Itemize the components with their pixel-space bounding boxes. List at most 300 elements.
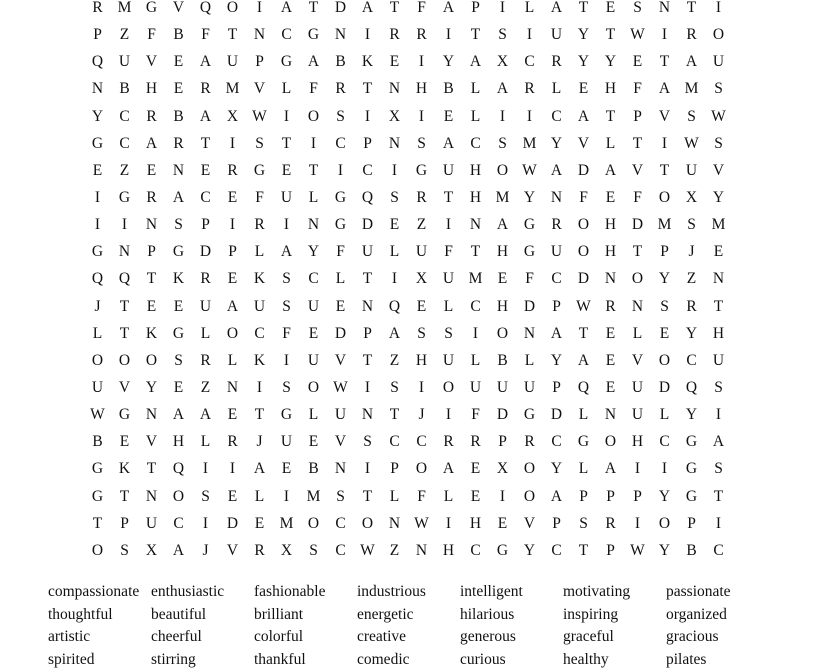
grid-letter[interactable]: O (219, 0, 246, 21)
grid-letter[interactable]: F (327, 238, 354, 265)
grid-letter[interactable]: P (354, 320, 381, 347)
grid-letter[interactable]: T (381, 0, 408, 21)
grid-letter[interactable]: L (651, 401, 678, 428)
grid-letter[interactable]: O (84, 537, 111, 564)
grid-letter[interactable]: R (543, 48, 570, 75)
grid-letter[interactable]: S (705, 75, 732, 102)
grid-letter[interactable]: R (516, 428, 543, 455)
grid-letter[interactable]: U (408, 238, 435, 265)
grid-letter[interactable]: Q (165, 455, 192, 482)
grid-letter[interactable]: V (219, 537, 246, 564)
grid-letter[interactable]: T (354, 75, 381, 102)
grid-letter[interactable]: T (570, 537, 597, 564)
grid-letter[interactable]: L (300, 184, 327, 211)
grid-letter[interactable]: H (624, 428, 651, 455)
grid-letter[interactable]: I (111, 211, 138, 238)
grid-letter[interactable]: O (219, 320, 246, 347)
grid-letter[interactable]: N (219, 374, 246, 401)
grid-letter[interactable]: G (327, 184, 354, 211)
grid-letter[interactable]: E (219, 265, 246, 292)
grid-letter[interactable]: S (489, 21, 516, 48)
grid-letter[interactable]: C (516, 48, 543, 75)
grid-letter[interactable]: W (516, 157, 543, 184)
grid-letter[interactable]: U (624, 374, 651, 401)
grid-letter[interactable]: C (246, 320, 273, 347)
grid-letter[interactable]: E (462, 483, 489, 510)
grid-letter[interactable]: T (246, 401, 273, 428)
grid-letter[interactable]: F (462, 401, 489, 428)
grid-letter[interactable]: J (84, 293, 111, 320)
grid-letter[interactable]: N (462, 211, 489, 238)
grid-letter[interactable]: T (354, 265, 381, 292)
grid-letter[interactable]: C (327, 537, 354, 564)
grid-letter[interactable]: O (489, 157, 516, 184)
grid-letter[interactable]: I (354, 21, 381, 48)
grid-letter[interactable]: R (678, 293, 705, 320)
grid-letter[interactable]: A (489, 75, 516, 102)
grid-letter[interactable]: T (678, 0, 705, 21)
grid-letter[interactable]: G (273, 401, 300, 428)
grid-letter[interactable]: I (246, 0, 273, 21)
grid-letter[interactable]: U (354, 238, 381, 265)
grid-letter[interactable]: K (111, 455, 138, 482)
grid-letter[interactable]: M (273, 510, 300, 537)
grid-letter[interactable]: I (705, 0, 732, 21)
grid-letter[interactable]: P (597, 483, 624, 510)
grid-letter[interactable]: U (435, 265, 462, 292)
grid-letter[interactable]: A (543, 320, 570, 347)
grid-letter[interactable]: U (300, 347, 327, 374)
grid-letter[interactable]: O (570, 238, 597, 265)
grid-letter[interactable]: N (84, 75, 111, 102)
grid-letter[interactable]: A (705, 428, 732, 455)
grid-letter[interactable]: W (624, 21, 651, 48)
grid-letter[interactable]: C (381, 428, 408, 455)
grid-letter[interactable]: H (705, 320, 732, 347)
grid-letter[interactable]: G (516, 211, 543, 238)
grid-letter[interactable]: S (354, 428, 381, 455)
grid-letter[interactable]: P (462, 0, 489, 21)
grid-letter[interactable]: C (111, 130, 138, 157)
grid-letter[interactable]: R (84, 0, 111, 21)
grid-letter[interactable]: I (489, 103, 516, 130)
grid-letter[interactable]: R (219, 157, 246, 184)
grid-letter[interactable]: A (138, 130, 165, 157)
grid-letter[interactable]: A (273, 0, 300, 21)
grid-letter[interactable]: E (597, 0, 624, 21)
grid-letter[interactable]: Y (543, 347, 570, 374)
grid-letter[interactable]: A (570, 347, 597, 374)
grid-letter[interactable]: P (111, 510, 138, 537)
grid-letter[interactable]: R (192, 265, 219, 292)
grid-letter[interactable]: Q (678, 374, 705, 401)
grid-letter[interactable]: S (300, 537, 327, 564)
grid-letter[interactable]: Y (435, 48, 462, 75)
grid-letter[interactable]: P (192, 211, 219, 238)
grid-letter[interactable]: F (300, 75, 327, 102)
grid-letter[interactable]: N (381, 130, 408, 157)
grid-letter[interactable]: U (435, 157, 462, 184)
grid-letter[interactable]: N (354, 401, 381, 428)
grid-letter[interactable]: L (462, 75, 489, 102)
grid-letter[interactable]: E (597, 374, 624, 401)
grid-letter[interactable]: T (624, 130, 651, 157)
grid-letter[interactable]: C (462, 537, 489, 564)
grid-letter[interactable]: E (624, 48, 651, 75)
grid-letter[interactable]: A (435, 455, 462, 482)
grid-letter[interactable]: N (543, 184, 570, 211)
grid-letter[interactable]: N (381, 510, 408, 537)
grid-letter[interactable]: K (165, 265, 192, 292)
grid-letter[interactable]: B (165, 21, 192, 48)
grid-letter[interactable]: P (543, 510, 570, 537)
grid-letter[interactable]: I (705, 510, 732, 537)
grid-letter[interactable]: E (111, 428, 138, 455)
grid-letter[interactable]: H (165, 428, 192, 455)
grid-letter[interactable]: T (462, 21, 489, 48)
grid-letter[interactable]: N (300, 211, 327, 238)
grid-letter[interactable]: B (165, 103, 192, 130)
grid-letter[interactable]: S (273, 374, 300, 401)
grid-letter[interactable]: U (273, 184, 300, 211)
grid-letter[interactable]: V (624, 157, 651, 184)
grid-letter[interactable]: W (408, 510, 435, 537)
grid-letter[interactable]: U (543, 21, 570, 48)
grid-letter[interactable]: I (408, 103, 435, 130)
grid-letter[interactable]: T (651, 157, 678, 184)
grid-letter[interactable]: G (84, 483, 111, 510)
grid-letter[interactable]: D (327, 320, 354, 347)
grid-letter[interactable]: R (246, 537, 273, 564)
grid-letter[interactable]: E (273, 157, 300, 184)
grid-letter[interactable]: Y (570, 21, 597, 48)
grid-letter[interactable]: A (300, 48, 327, 75)
grid-letter[interactable]: A (597, 157, 624, 184)
grid-letter[interactable]: F (273, 320, 300, 347)
grid-letter[interactable]: E (165, 293, 192, 320)
grid-letter[interactable]: H (408, 347, 435, 374)
grid-letter[interactable]: T (462, 238, 489, 265)
grid-letter[interactable]: O (597, 428, 624, 455)
grid-letter[interactable]: L (516, 347, 543, 374)
grid-letter[interactable]: S (165, 211, 192, 238)
grid-letter[interactable]: S (327, 483, 354, 510)
grid-letter[interactable]: N (138, 483, 165, 510)
grid-letter[interactable]: V (138, 428, 165, 455)
grid-letter[interactable]: A (489, 211, 516, 238)
grid-letter[interactable]: U (489, 374, 516, 401)
grid-letter[interactable]: N (327, 21, 354, 48)
grid-letter[interactable]: E (381, 211, 408, 238)
grid-letter[interactable]: U (516, 374, 543, 401)
grid-letter[interactable]: P (354, 130, 381, 157)
grid-letter[interactable]: S (489, 130, 516, 157)
grid-letter[interactable]: H (489, 238, 516, 265)
grid-letter[interactable]: R (543, 211, 570, 238)
grid-letter[interactable]: M (111, 0, 138, 21)
grid-letter[interactable]: U (192, 293, 219, 320)
grid-letter[interactable]: U (705, 48, 732, 75)
grid-letter[interactable]: S (192, 483, 219, 510)
grid-letter[interactable]: F (138, 21, 165, 48)
grid-letter[interactable]: F (408, 0, 435, 21)
grid-letter[interactable]: S (381, 184, 408, 211)
grid-letter[interactable]: T (705, 483, 732, 510)
grid-letter[interactable]: A (246, 455, 273, 482)
grid-letter[interactable]: T (111, 483, 138, 510)
grid-letter[interactable]: G (273, 48, 300, 75)
grid-letter[interactable]: V (327, 347, 354, 374)
grid-letter[interactable]: E (219, 401, 246, 428)
grid-letter[interactable]: C (327, 130, 354, 157)
grid-letter[interactable]: G (489, 537, 516, 564)
grid-letter[interactable]: S (705, 455, 732, 482)
grid-letter[interactable]: N (597, 401, 624, 428)
grid-letter[interactable]: M (705, 211, 732, 238)
grid-letter[interactable]: O (516, 455, 543, 482)
grid-letter[interactable]: N (165, 157, 192, 184)
grid-letter[interactable]: T (354, 347, 381, 374)
grid-letter[interactable]: P (651, 238, 678, 265)
grid-letter[interactable]: Z (111, 157, 138, 184)
grid-letter[interactable]: R (597, 510, 624, 537)
grid-letter[interactable]: L (192, 428, 219, 455)
grid-letter[interactable]: E (165, 75, 192, 102)
grid-letter[interactable]: G (516, 238, 543, 265)
grid-letter[interactable]: R (138, 184, 165, 211)
grid-letter[interactable]: Y (516, 184, 543, 211)
grid-letter[interactable]: H (408, 75, 435, 102)
grid-letter[interactable]: D (354, 211, 381, 238)
grid-letter[interactable]: Y (651, 265, 678, 292)
grid-letter[interactable]: K (246, 265, 273, 292)
grid-letter[interactable]: A (597, 455, 624, 482)
grid-letter[interactable]: L (300, 401, 327, 428)
grid-letter[interactable]: S (570, 510, 597, 537)
grid-letter[interactable]: T (435, 184, 462, 211)
grid-letter[interactable]: O (84, 347, 111, 374)
grid-letter[interactable]: S (111, 537, 138, 564)
grid-letter[interactable]: N (597, 265, 624, 292)
grid-letter[interactable]: I (273, 103, 300, 130)
grid-letter[interactable]: K (138, 320, 165, 347)
grid-letter[interactable]: A (435, 0, 462, 21)
grid-letter[interactable]: I (516, 21, 543, 48)
grid-letter[interactable]: A (543, 157, 570, 184)
grid-letter[interactable]: E (192, 157, 219, 184)
grid-letter[interactable]: C (462, 293, 489, 320)
grid-letter[interactable]: I (192, 455, 219, 482)
grid-letter[interactable]: F (408, 483, 435, 510)
grid-letter[interactable]: O (624, 265, 651, 292)
grid-letter[interactable]: T (219, 21, 246, 48)
grid-letter[interactable]: W (678, 130, 705, 157)
grid-letter[interactable]: N (516, 320, 543, 347)
grid-letter[interactable]: M (516, 130, 543, 157)
grid-letter[interactable]: Q (84, 265, 111, 292)
grid-letter[interactable]: R (408, 21, 435, 48)
grid-letter[interactable]: D (570, 265, 597, 292)
grid-letter[interactable]: T (138, 265, 165, 292)
grid-letter[interactable]: M (300, 483, 327, 510)
grid-letter[interactable]: Q (192, 0, 219, 21)
grid-letter[interactable]: K (354, 48, 381, 75)
grid-letter[interactable]: O (651, 347, 678, 374)
grid-letter[interactable]: F (435, 238, 462, 265)
grid-letter[interactable]: D (570, 157, 597, 184)
grid-letter[interactable]: E (462, 455, 489, 482)
grid-letter[interactable]: D (543, 401, 570, 428)
grid-letter[interactable]: O (111, 347, 138, 374)
grid-letter[interactable]: Y (138, 374, 165, 401)
grid-letter[interactable]: S (705, 374, 732, 401)
grid-letter[interactable]: G (678, 483, 705, 510)
grid-letter[interactable]: H (597, 238, 624, 265)
grid-letter[interactable]: S (705, 130, 732, 157)
grid-letter[interactable]: F (246, 184, 273, 211)
grid-letter[interactable]: Y (516, 537, 543, 564)
grid-letter[interactable]: I (651, 130, 678, 157)
grid-letter[interactable]: Q (111, 265, 138, 292)
grid-letter[interactable]: V (624, 347, 651, 374)
grid-letter[interactable]: I (327, 157, 354, 184)
grid-letter[interactable]: L (435, 293, 462, 320)
grid-letter[interactable]: I (489, 0, 516, 21)
grid-letter[interactable]: K (246, 347, 273, 374)
grid-letter[interactable]: U (111, 48, 138, 75)
grid-letter[interactable]: C (192, 184, 219, 211)
grid-letter[interactable]: W (624, 537, 651, 564)
grid-letter[interactable]: I (300, 130, 327, 157)
grid-letter[interactable]: G (570, 428, 597, 455)
grid-letter[interactable]: A (651, 75, 678, 102)
grid-letter[interactable]: R (327, 75, 354, 102)
grid-letter[interactable]: S (678, 211, 705, 238)
grid-letter[interactable]: X (138, 537, 165, 564)
grid-letter[interactable]: G (327, 211, 354, 238)
grid-letter[interactable]: E (165, 48, 192, 75)
grid-letter[interactable]: U (219, 48, 246, 75)
grid-letter[interactable]: T (84, 510, 111, 537)
grid-letter[interactable]: I (354, 374, 381, 401)
grid-letter[interactable]: Y (543, 130, 570, 157)
grid-letter[interactable]: I (219, 130, 246, 157)
grid-letter[interactable]: N (381, 75, 408, 102)
grid-letter[interactable]: R (192, 75, 219, 102)
grid-letter[interactable]: I (624, 455, 651, 482)
grid-letter[interactable]: X (219, 103, 246, 130)
grid-letter[interactable]: E (138, 157, 165, 184)
grid-letter[interactable]: A (192, 48, 219, 75)
grid-letter[interactable]: R (381, 21, 408, 48)
grid-letter[interactable]: O (489, 320, 516, 347)
grid-letter[interactable]: D (651, 374, 678, 401)
grid-letter[interactable]: Z (381, 537, 408, 564)
grid-letter[interactable]: V (246, 75, 273, 102)
grid-letter[interactable]: I (219, 211, 246, 238)
grid-letter[interactable]: G (678, 428, 705, 455)
grid-letter[interactable]: C (543, 428, 570, 455)
grid-letter[interactable]: E (84, 157, 111, 184)
grid-letter[interactable]: O (300, 510, 327, 537)
grid-letter[interactable]: U (678, 157, 705, 184)
grid-letter[interactable]: V (327, 428, 354, 455)
grid-letter[interactable]: G (111, 401, 138, 428)
grid-letter[interactable]: X (381, 103, 408, 130)
grid-letter[interactable]: C (165, 510, 192, 537)
grid-letter[interactable]: I (354, 103, 381, 130)
grid-letter[interactable]: I (705, 401, 732, 428)
grid-letter[interactable]: V (651, 103, 678, 130)
grid-letter[interactable]: L (570, 401, 597, 428)
grid-letter[interactable]: R (138, 103, 165, 130)
grid-letter[interactable]: D (219, 510, 246, 537)
grid-letter[interactable]: I (408, 374, 435, 401)
grid-letter[interactable]: U (273, 428, 300, 455)
grid-letter[interactable]: C (354, 157, 381, 184)
grid-letter[interactable]: Q (381, 293, 408, 320)
grid-letter[interactable]: U (300, 293, 327, 320)
grid-letter[interactable]: A (219, 293, 246, 320)
grid-letter[interactable]: P (624, 103, 651, 130)
grid-letter[interactable]: G (84, 130, 111, 157)
grid-letter[interactable]: Y (570, 48, 597, 75)
grid-letter[interactable]: H (597, 211, 624, 238)
grid-letter[interactable]: L (246, 238, 273, 265)
grid-letter[interactable]: X (489, 48, 516, 75)
grid-letter[interactable]: L (543, 75, 570, 102)
grid-letter[interactable]: B (678, 537, 705, 564)
grid-letter[interactable]: A (543, 0, 570, 21)
grid-letter[interactable]: H (462, 184, 489, 211)
grid-letter[interactable]: Z (408, 211, 435, 238)
grid-letter[interactable]: N (111, 238, 138, 265)
grid-letter[interactable]: T (138, 455, 165, 482)
grid-letter[interactable]: R (462, 428, 489, 455)
grid-letter[interactable]: D (624, 211, 651, 238)
grid-letter[interactable]: I (381, 265, 408, 292)
grid-letter[interactable]: L (516, 0, 543, 21)
grid-letter[interactable]: G (678, 455, 705, 482)
grid-letter[interactable]: A (543, 483, 570, 510)
grid-letter[interactable]: C (273, 21, 300, 48)
grid-letter[interactable]: C (327, 510, 354, 537)
grid-letter[interactable]: P (138, 238, 165, 265)
grid-letter[interactable]: A (273, 238, 300, 265)
grid-letter[interactable]: E (300, 320, 327, 347)
grid-letter[interactable]: N (624, 293, 651, 320)
grid-letter[interactable]: L (462, 347, 489, 374)
grid-letter[interactable]: A (165, 184, 192, 211)
grid-letter[interactable]: P (84, 21, 111, 48)
grid-letter[interactable]: R (192, 347, 219, 374)
grid-letter[interactable]: Z (111, 21, 138, 48)
grid-letter[interactable]: T (111, 293, 138, 320)
grid-letter[interactable]: T (354, 483, 381, 510)
grid-letter[interactable]: A (570, 103, 597, 130)
grid-letter[interactable]: G (165, 320, 192, 347)
grid-letter[interactable]: U (138, 510, 165, 537)
grid-letter[interactable]: R (165, 130, 192, 157)
grid-letter[interactable]: A (165, 401, 192, 428)
grid-letter[interactable]: R (678, 21, 705, 48)
grid-letter[interactable]: O (651, 510, 678, 537)
grid-letter[interactable]: L (219, 347, 246, 374)
grid-letter[interactable]: J (678, 238, 705, 265)
grid-letter[interactable]: A (381, 320, 408, 347)
grid-letter[interactable]: E (219, 483, 246, 510)
grid-letter[interactable]: E (597, 347, 624, 374)
